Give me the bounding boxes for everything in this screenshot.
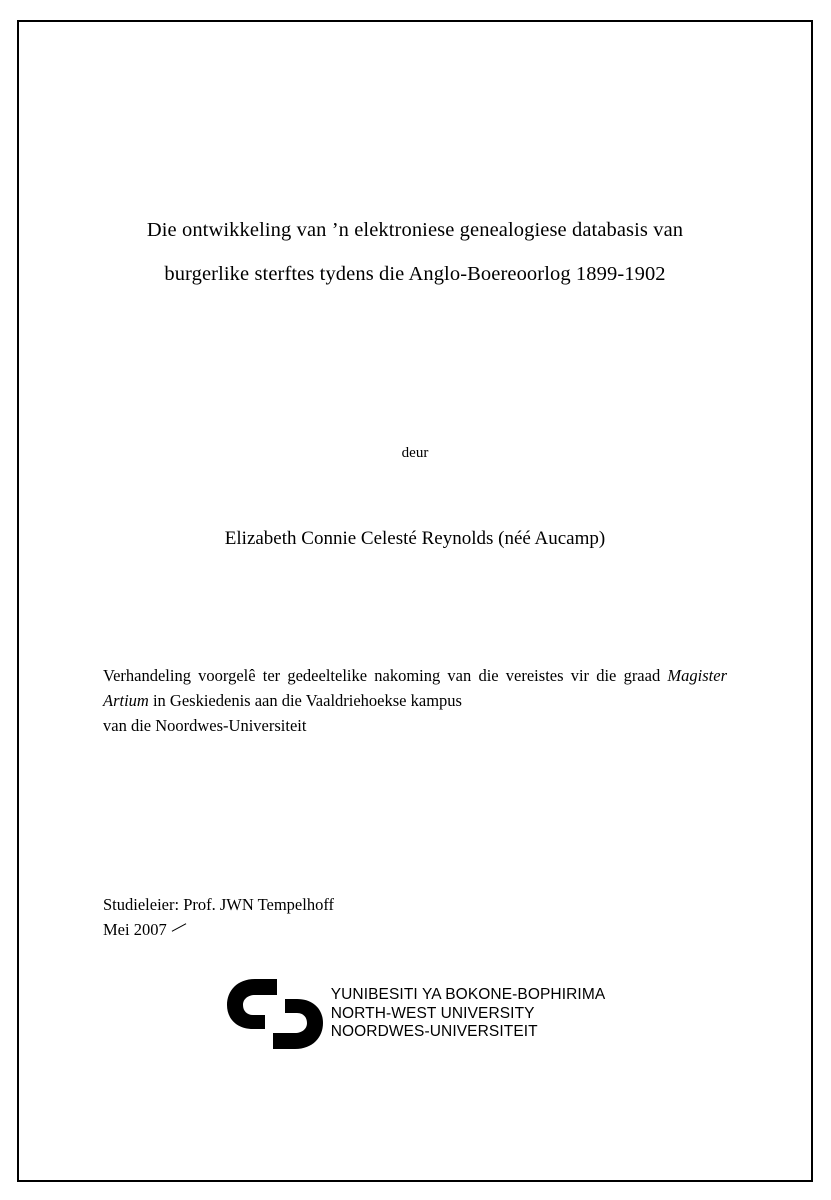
supervisor-line: Studieleier: Prof. JWN Tempelhoff (103, 895, 335, 914)
north-west-university-logo-icon (225, 975, 325, 1053)
date-strikethrough-mark (172, 923, 187, 931)
logo-line-1: YUNIBESITI YA BOKONE-BOPHIRIMA (330, 986, 606, 1004)
date-text: Mei 2007 (103, 920, 167, 939)
title-line-2: burgerlike sterftes tydens die Anglo-Boereoorlog 1899-1902 (164, 263, 666, 285)
degree-name: Magister Artium (103, 666, 727, 710)
date-line (103, 917, 727, 942)
title-page-content (100, 20, 730, 1182)
degree-statement (103, 663, 727, 738)
author-name: Elizabeth Connie Celesté Reynolds (néé Aucamp) (224, 528, 606, 549)
title-line-1: Die ontwikkeling van ’n elektroniese genealogiese databasis van (146, 219, 684, 241)
university-logo-text (331, 986, 606, 1042)
logo-line-3: NOORDWES-UNIVERSITEIT (330, 1023, 538, 1041)
by-word: deur (401, 445, 429, 461)
statement-part-2: in Geskiedenis aan die Vaaldriehoekse kampus (148, 691, 462, 710)
logo-line-2: NORTH-WEST UNIVERSITY (330, 1004, 535, 1022)
page-title (100, 208, 730, 296)
supervisor-block (103, 892, 727, 942)
statement-part-3: van die Noordwes-Universiteit (103, 716, 307, 735)
statement-part-1: Verhandeling voorgelê ter gedeeltelike nakoming van die vereistes vir die graad (103, 666, 668, 685)
university-logo-block (100, 975, 730, 1053)
